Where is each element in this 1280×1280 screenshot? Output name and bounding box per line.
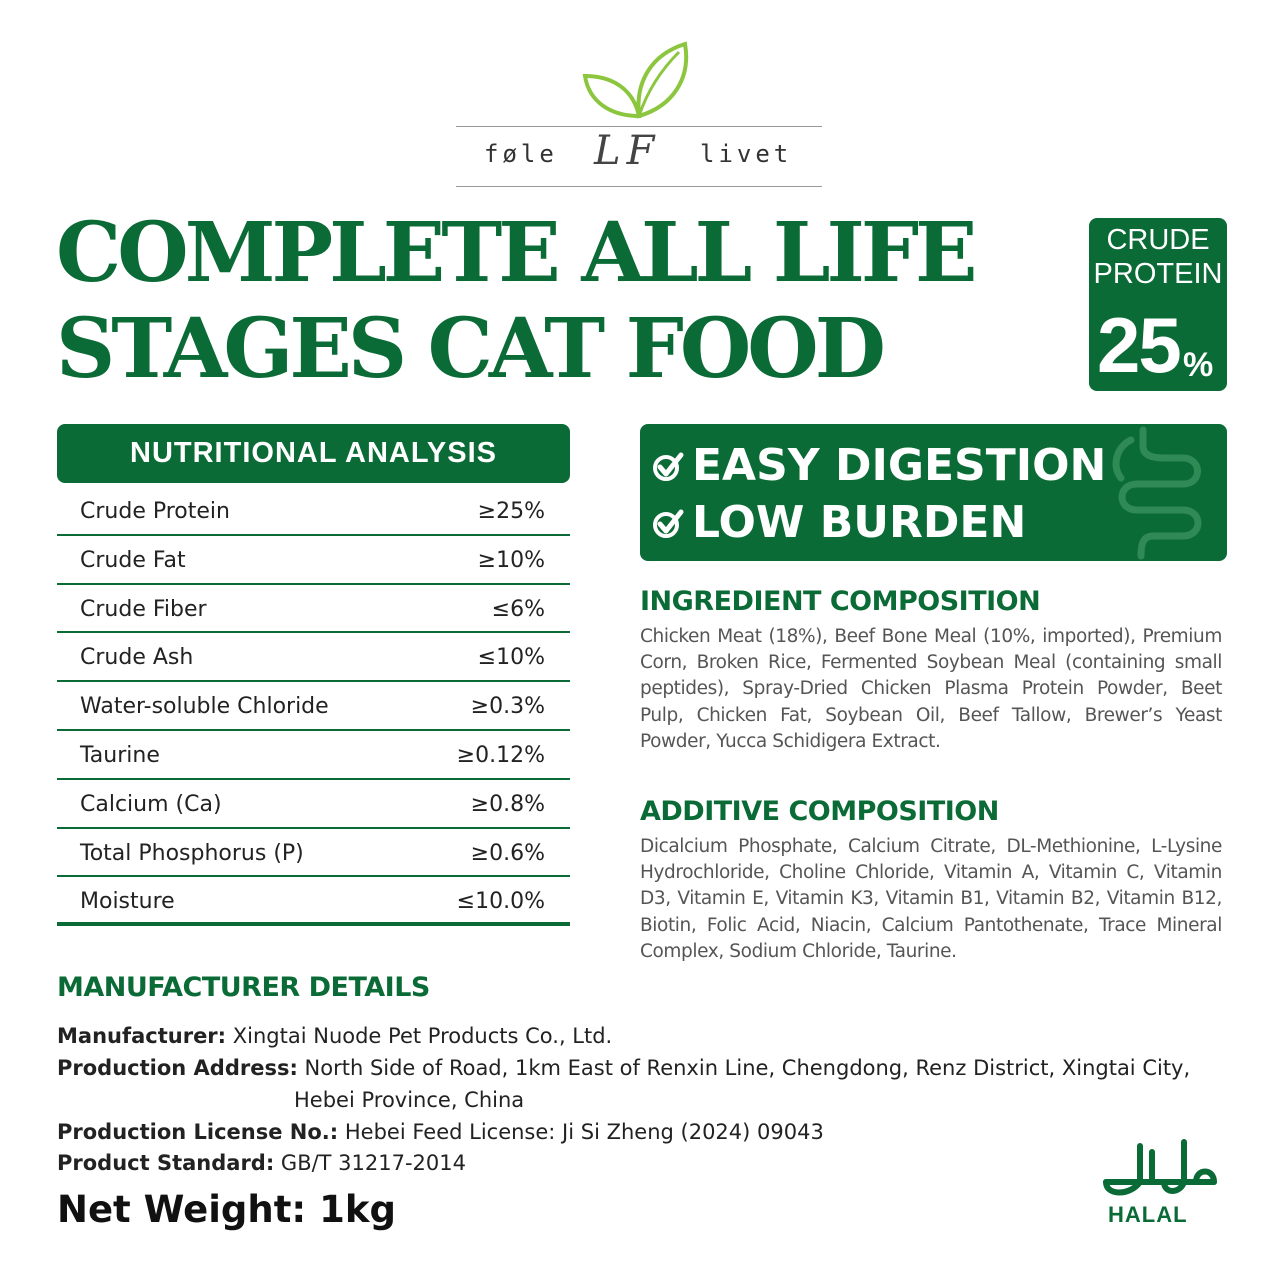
benefit-label: EASY DIGESTION xyxy=(692,440,1107,491)
crude-protein-badge xyxy=(1089,218,1227,391)
additive-text: Dicalcium Phosphate, Calcium Citrate, DL-Methionine, L-Lysine Hydrochloride, Choline Chloride, Vitamin A, Vitamin C, Vitamin D3, Vitamin E, Vitamin K3, Vitamin B1, Vitamin B2, Vitamin B12, Biotin, Folic Acid, Niacin, Calcium Pantothenate, Trace Mineral Complex, Sodium Chloride, Taurine. xyxy=(640,836,1222,962)
nutrient-name: Crude Protein xyxy=(80,499,230,524)
logo-rule-top xyxy=(456,126,822,127)
check-icon xyxy=(652,507,684,539)
product-title-line-1: COMPLETE ALL LIFE xyxy=(56,205,974,301)
nutrient-value: ≤10.0% xyxy=(456,889,545,915)
standard-label: Product Standard: xyxy=(57,1151,275,1175)
nutrition-table-header: NUTRITIONAL ANALYSIS xyxy=(57,424,570,483)
badge-unit: % xyxy=(1183,346,1214,384)
license-line xyxy=(57,1120,824,1144)
address-line-2: Hebei Province, China xyxy=(294,1088,525,1112)
nutrient-name: Crude Fat xyxy=(80,547,186,573)
manufacturer-line xyxy=(57,1024,612,1048)
table-row xyxy=(57,731,570,780)
product-title-line-2: STAGES CAT FOOD xyxy=(56,301,882,397)
table-row xyxy=(57,682,570,731)
halal-arabic-mark xyxy=(1100,1138,1220,1202)
table-row xyxy=(57,585,570,634)
nutrient-value: ≥0.6% xyxy=(470,840,545,866)
logo-rule-bottom xyxy=(456,186,822,187)
check-icon xyxy=(652,450,684,482)
address-label: Production Address: xyxy=(57,1056,298,1080)
nutrient-value: ≤10% xyxy=(477,645,545,671)
nutrition-table xyxy=(57,487,570,926)
badge-value: 25 xyxy=(1097,301,1180,389)
benefits-banner xyxy=(640,424,1227,561)
nutrient-value: ≤6% xyxy=(491,596,545,622)
table-row xyxy=(57,633,570,682)
nutrient-name: Taurine xyxy=(80,742,160,768)
address-value: North Side of Road, 1km East of Renxin Line, Chengdong, Renz District, Xingtai City, xyxy=(304,1056,1191,1080)
brand-name-left: føle xyxy=(484,140,558,168)
table-row xyxy=(57,536,570,585)
standard-value: GB/T 31217-2014 xyxy=(280,1151,467,1175)
ingredient-heading: INGREDIENT COMPOSITION xyxy=(640,586,1041,617)
brand-logo xyxy=(456,40,822,190)
standard-line xyxy=(57,1151,466,1175)
nutrient-name: Calcium (Ca) xyxy=(80,791,222,817)
nutrient-name: Water-soluble Chloride xyxy=(80,694,329,720)
intestine-icon xyxy=(1103,426,1213,560)
address-line xyxy=(57,1056,1190,1080)
license-value: Hebei Feed License: Ji Si Zheng (2024) 09043 xyxy=(344,1120,824,1144)
nutrient-name: Crude Fiber xyxy=(80,596,207,622)
manufacturer-value: Xingtai Nuode Pet Products Co., Ltd. xyxy=(232,1024,613,1048)
nutrient-value: ≥0.3% xyxy=(470,694,545,720)
nutrient-value: ≥0.12% xyxy=(456,742,545,768)
nutrient-name: Crude Ash xyxy=(80,645,194,671)
product-title xyxy=(56,205,974,397)
additive-heading: ADDITIVE COMPOSITION xyxy=(640,796,999,827)
net-weight: Net Weight: 1kg xyxy=(57,1188,396,1231)
nutrient-value: ≥0.8% xyxy=(470,791,545,817)
table-row xyxy=(57,487,570,536)
badge-label-2: PROTEIN xyxy=(1093,258,1223,290)
badge-label-1: CRUDE xyxy=(1106,224,1210,256)
halal-label: HALAL xyxy=(1108,1202,1188,1227)
benefit-easy-digestion xyxy=(652,440,1106,491)
leaf-logo-icon xyxy=(581,40,691,120)
nutrient-name: Moisture xyxy=(80,889,175,915)
manufacturer-label: Manufacturer: xyxy=(57,1024,227,1048)
manufacturer-heading: MANUFACTURER DETAILS xyxy=(57,972,430,1003)
ingredient-text: Chicken Meat (18%), Beef Bone Meal (10%, imported), Premium Corn, Broken Rice, Fermented Soybean Meal (containing small peptides), Spray-Dried Chicken Plasma Protein Powder, Beet Pulp, Chicken Fat, Soybean Oil, Beef Tallow, Brewer’s Yeast Powder, Yucca Schidigera Extract. xyxy=(640,626,1222,752)
benefit-label: LOW BURDEN xyxy=(692,497,1027,548)
table-row xyxy=(57,877,570,926)
nutrient-name: Total Phosphorus (P) xyxy=(80,840,304,866)
nutrient-value: ≥25% xyxy=(477,499,545,524)
license-label: Production License No.: xyxy=(57,1120,339,1144)
nutrient-value: ≥10% xyxy=(477,547,545,573)
brand-name-right: livet xyxy=(700,140,793,168)
table-row xyxy=(57,780,570,829)
benefit-low-burden xyxy=(652,497,1026,548)
table-row xyxy=(57,829,570,878)
halal-logo-icon xyxy=(1100,1138,1220,1228)
brand-monogram: LF xyxy=(594,128,661,174)
